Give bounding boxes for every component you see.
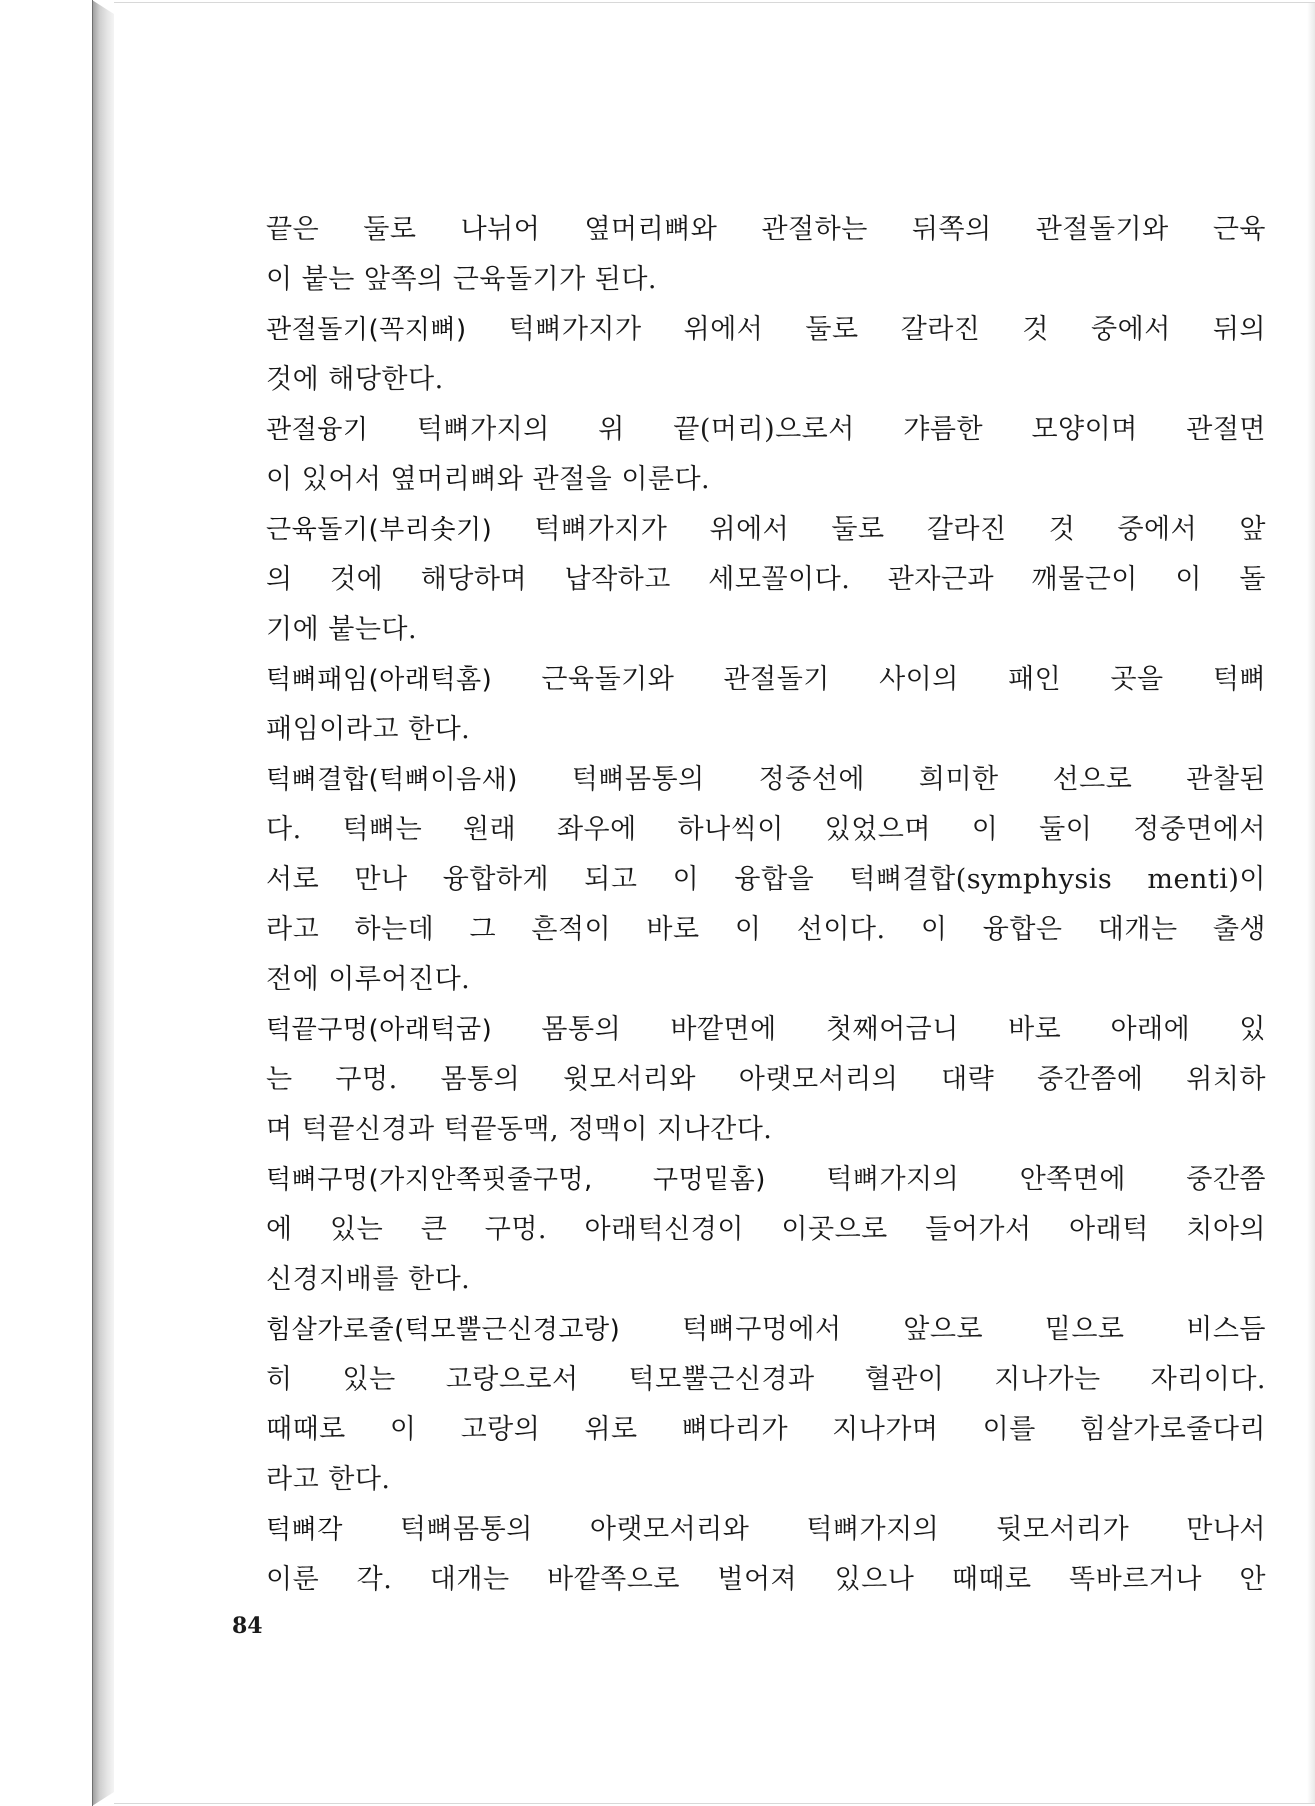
line-text: 다. 턱뼈는 원래 좌우에 하나씩이 있었으며 이 둘이 정중면에서 — [266, 814, 1266, 845]
line-text: 근육돌기와 관절돌기 사이의 패인 곳을 턱뼈 — [492, 664, 1266, 695]
text-line — [266, 1055, 1266, 1105]
text-line — [266, 1355, 1266, 1405]
term-heading: 관절돌기(꼭지뼈) — [266, 315, 467, 345]
term-heading: 턱뼈결합(턱뼈이음새) — [266, 765, 518, 795]
term-heading: 근육돌기(부리솟기) — [266, 515, 493, 545]
text-line — [266, 955, 1266, 1005]
line-text: 몸통의 바깥면에 첫째어금니 바로 아래에 있 — [492, 1014, 1266, 1045]
text-line — [266, 1505, 1266, 1555]
page-stack-edge — [92, 0, 114, 1806]
line-text: 이 붙는 앞쪽의 근육돌기가 된다. — [266, 264, 657, 295]
line-text: 턱뼈가지의 위 끝(머리)으로서 갸름한 모양이며 관절면 — [368, 414, 1266, 445]
term-heading: 턱끝구멍(아래턱굼) — [266, 1015, 493, 1045]
line-text: 때때로 이 고랑의 위로 뼈다리가 지나가며 이를 힘살가로줄다리 — [266, 1414, 1266, 1445]
text-line — [266, 305, 1266, 355]
line-text: 턱뼈가지가 위에서 둘로 갈라진 것 중에서 뒤의 — [466, 314, 1266, 345]
text-line — [266, 1405, 1266, 1455]
book-page — [114, 2, 1315, 1804]
line-text: 이 있어서 옆머리뼈와 관절을 이룬다. — [266, 464, 711, 495]
text-line — [266, 505, 1266, 555]
term-heading: 턱뼈패임(아래턱홈) — [266, 665, 493, 695]
line-text: 턱뼈가지가 위에서 둘로 갈라진 것 중에서 앞 — [492, 514, 1266, 545]
text-line — [266, 1005, 1266, 1055]
text-line — [266, 1255, 1266, 1305]
text-line — [266, 705, 1266, 755]
line-text: 턱뼈몸통의 정중선에 희미한 선으로 관찰된 — [517, 764, 1266, 795]
line-text: 것에 해당한다. — [266, 364, 444, 395]
term-heading: 턱뼈각 — [266, 1515, 343, 1545]
line-text: 신경지배를 한다. — [266, 1264, 471, 1295]
text-line — [266, 755, 1266, 805]
text-line — [266, 1305, 1266, 1355]
line-text: 의 것에 해당하며 납작하고 세모꼴이다. 관자근과 깨물근이 이 돌 — [266, 564, 1266, 595]
text-line — [266, 1205, 1266, 1255]
text-line — [266, 205, 1266, 255]
text-line — [266, 805, 1266, 855]
text-line — [266, 655, 1266, 705]
line-text: 패임이라고 한다. — [266, 714, 471, 745]
line-text: 에 있는 큰 구멍. 아래턱신경이 이곳으로 들어가서 아래턱 치아의 — [266, 1214, 1266, 1245]
text-line — [266, 1155, 1266, 1205]
line-text: 턱뼈가지의 안쪽면에 중간쯤 — [765, 1164, 1266, 1195]
text-line — [266, 1455, 1266, 1505]
text-line — [266, 255, 1266, 305]
line-text: 이룬 각. 대개는 바깥쪽으로 벌어져 있으나 때때로 똑바르거나 안 — [266, 1564, 1266, 1595]
line-text: 히 있는 고랑으로서 턱모뿔근신경과 혈관이 지나가는 자리이다. — [266, 1364, 1266, 1395]
term-heading: 관절융기 — [266, 415, 369, 445]
text-line — [266, 1555, 1266, 1605]
term-heading: 턱뼈구멍(가지안쪽핏줄구멍, 구멍밑홈) — [266, 1165, 766, 1195]
text-line — [266, 605, 1266, 655]
page-edge-border — [92, 0, 93, 1806]
line-text: 라고 한다. — [266, 1464, 391, 1495]
line-text: 끝은 둘로 나뉘어 옆머리뼈와 관절하는 뒤쪽의 관절돌기와 근육 — [266, 214, 1266, 245]
body-text — [266, 205, 1266, 1605]
text-line — [266, 855, 1266, 905]
page-right-shade — [1307, 3, 1315, 1803]
text-line — [266, 555, 1266, 605]
text-line — [266, 1105, 1266, 1155]
line-text: 며 턱끝신경과 턱끝동맥, 정맥이 지나간다. — [266, 1114, 773, 1145]
line-text: 전에 이루어진다. — [266, 964, 471, 995]
text-line — [266, 405, 1266, 455]
text-line — [266, 905, 1266, 955]
line-text: 라고 하는데 그 흔적이 바로 이 선이다. 이 융합은 대개는 출생 — [266, 914, 1266, 945]
line-text: 턱뼈구멍에서 앞으로 밑으로 비스듬 — [620, 1314, 1266, 1345]
text-line — [266, 355, 1266, 405]
page-number: 84 — [232, 1613, 263, 1639]
line-text: 는 구멍. 몸통의 윗모서리와 아랫모서리의 대략 중간쯤에 위치하 — [266, 1064, 1266, 1095]
term-heading: 힘살가로줄(턱모뿔근신경고랑) — [266, 1315, 621, 1345]
line-text: 서로 만나 융합하게 되고 이 융합을 턱뼈결합(symphysis menti)이 — [266, 864, 1266, 895]
line-text: 턱뼈몸통의 아랫모서리와 턱뼈가지의 뒷모서리가 만나서 — [342, 1514, 1266, 1545]
text-line — [266, 455, 1266, 505]
line-text: 기에 붙는다. — [266, 614, 418, 645]
